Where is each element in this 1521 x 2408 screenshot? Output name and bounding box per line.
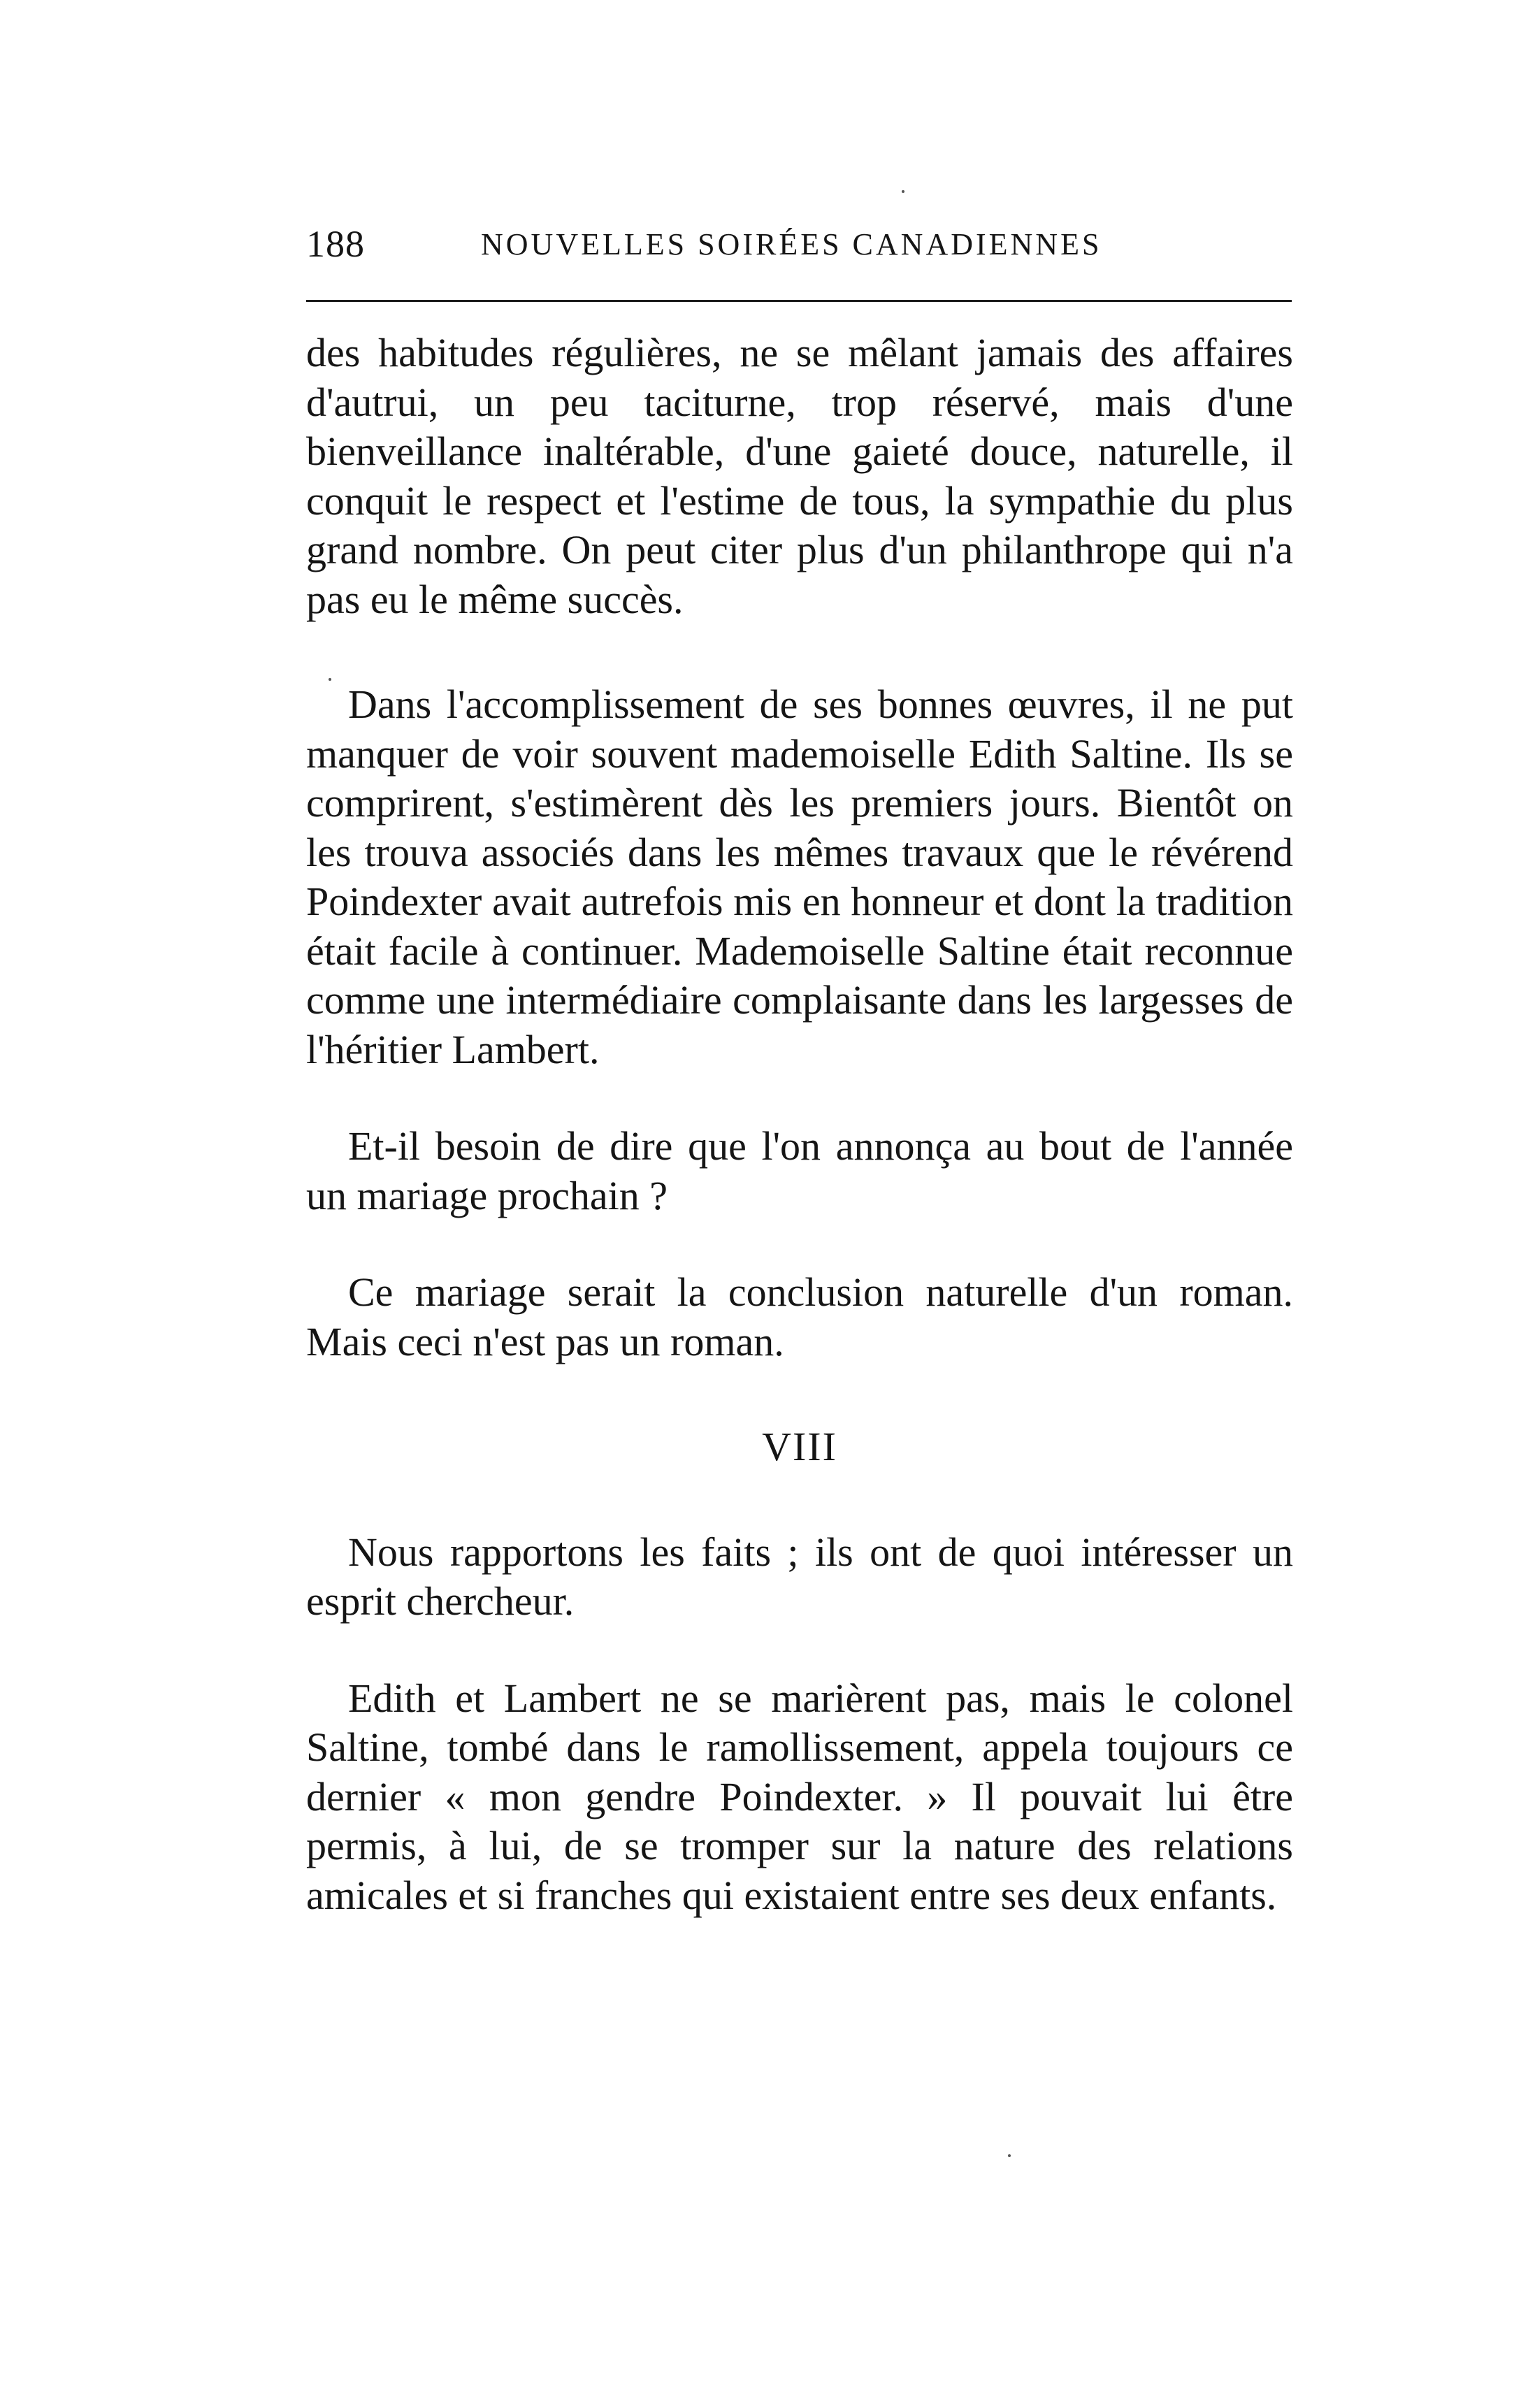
paragraph: Et-il besoin de dire que l'on annonça au bout de l'année un mariage prochain ? xyxy=(306,1123,1293,1218)
page-header xyxy=(306,222,1292,271)
paragraph: Edith et Lambert ne se marièrent pas, mais le colonel Saltine, tombé dans le ramollissement, appela toujours ce dernier « mon gendre Poindexter. » Il pouvait lui être permis, à lui, de se tromper sur la nature des relations amicales et si franches qui existaient entre ses deux enfants. xyxy=(306,1675,1293,1918)
chapter-heading: VIII xyxy=(762,1424,837,1469)
header-rule xyxy=(306,300,1292,302)
paragraph: Nous rapportons les faits ; ils ont de quoi intéresser un esprit chercheur. xyxy=(306,1529,1293,1624)
running-title: NOUVELLES SOIRÉES CANADIENNES xyxy=(481,227,1102,261)
paragraph-continuation: des habitudes régulières, ne se mêlant jamais des affaires d'autrui, un peu taciturne, trop réservé, mais d'une bienveillance inaltérable, d'une gaieté douce, naturelle, il conquit le respect et l'estime de tous, la sympathie du plus grand nombre. On peut citer plus d'un philanthrope qui n'a pas eu le même succès. xyxy=(306,330,1293,622)
paragraph: Ce mariage serait la conclusion naturelle d'un roman. Mais ceci n'est pas un roman. xyxy=(306,1269,1293,1364)
scan-speck xyxy=(902,190,904,193)
page-body xyxy=(306,329,1293,1920)
paragraph: Dans l'accomplissement de ses bonnes œuvres, il ne put manquer de voir souvent mademoiselle Edith Saltine. Ils se comprirent, s'estimèrent dès les premiers jours. Bientôt on les trouva associés dans les mêmes travaux que le révérend Poindexter avait autrefois mis en honneur et dont la tradition était facile à continuer. Mademoiselle Saltine était reconnue comme une intermédiaire complaisante dans les largesses de l'héritier Lambert. xyxy=(306,682,1293,1072)
page-number: 188 xyxy=(306,223,365,265)
scan-speck xyxy=(329,678,331,681)
scan-speck xyxy=(1008,2154,1011,2157)
